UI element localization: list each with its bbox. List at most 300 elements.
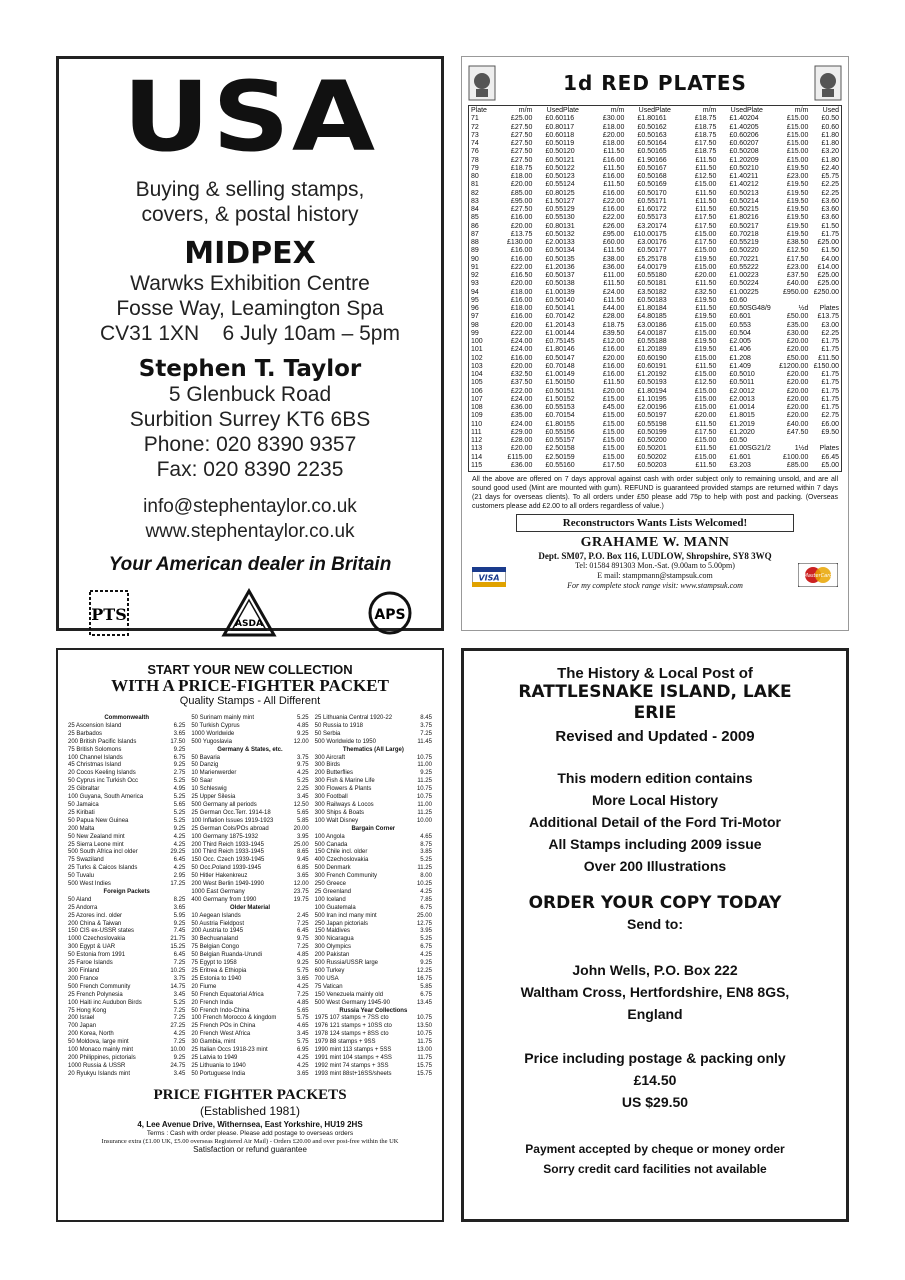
packet-list-item bbox=[191, 1031, 308, 1039]
packet-list-item bbox=[315, 739, 432, 747]
plates-cell: £0.50 bbox=[637, 148, 656, 156]
packet-item-price: 11.00 bbox=[417, 762, 432, 769]
packet-item-price: 14.75 bbox=[170, 983, 186, 990]
plates-cell: 202 bbox=[655, 453, 667, 461]
plates-cell: £19.50 bbox=[786, 206, 809, 213]
plates-row bbox=[471, 388, 563, 396]
packet-item-price: 7.25 bbox=[173, 1007, 186, 1014]
plates-title: 1d RED PLATES bbox=[563, 71, 747, 95]
packet-list-item bbox=[191, 1023, 308, 1031]
packet-item-price: 6.85 bbox=[296, 865, 309, 872]
plates-row bbox=[747, 289, 839, 297]
plates-cell: £15.00 bbox=[786, 156, 809, 164]
payment-note-1: Payment accepted by cheque or money order bbox=[525, 1142, 785, 1156]
packet-item-price: 23.75 bbox=[293, 888, 309, 895]
plates-row bbox=[471, 157, 563, 165]
packet-list-item bbox=[191, 976, 308, 984]
plates-row bbox=[747, 280, 839, 288]
plates-cell: 143 bbox=[563, 321, 575, 329]
plates-cell: £0.50 bbox=[729, 280, 748, 288]
plates-cell: £11.50 bbox=[695, 156, 717, 164]
plates-cell: 194 bbox=[655, 387, 667, 395]
plates-row bbox=[747, 396, 839, 404]
payment-note-2: Sorry credit card facilities not available bbox=[543, 1162, 767, 1176]
packet-item-price: 2.95 bbox=[173, 873, 186, 880]
plates-cell: £5.25 bbox=[637, 255, 656, 263]
plates-cell: £11.50 bbox=[603, 164, 625, 172]
plates-cell: £18.75 bbox=[694, 148, 717, 156]
packet-list-item bbox=[315, 786, 432, 794]
plates-cell: 9 bbox=[747, 362, 751, 370]
plates-cell: £23.00 bbox=[786, 173, 809, 180]
packet-item-label: 100 Iceland bbox=[314, 896, 346, 903]
plates-cell: £4.00 bbox=[821, 255, 840, 263]
packet-item-price: 4.85 bbox=[296, 722, 309, 729]
plates-cell: 81 bbox=[471, 181, 479, 189]
packet-item-label: 1000 Czechoslovakia bbox=[68, 936, 126, 943]
mann-email[interactable]: E mail: stampmann@stampsuk.com bbox=[597, 571, 713, 580]
packet-list-item bbox=[68, 1023, 185, 1031]
plates-row bbox=[563, 256, 655, 264]
packet-item-price: 11.75 bbox=[417, 1054, 432, 1061]
plates-price-table bbox=[468, 105, 842, 472]
plates-cell: £0.55 bbox=[637, 338, 656, 345]
packet-item-price: 15.75 bbox=[416, 1062, 432, 1069]
plates-cell: £0.50 bbox=[637, 453, 656, 461]
plates-cell: £37.50 bbox=[786, 272, 809, 279]
packet-item-price: 9.25 bbox=[173, 920, 186, 927]
plates-cell: £15.00 bbox=[602, 420, 625, 428]
packet-item-label: 30 Bechuanaland bbox=[191, 936, 239, 943]
packet-list-item bbox=[68, 723, 185, 731]
plates-row bbox=[747, 313, 839, 321]
plates-row bbox=[471, 247, 563, 255]
plates-cell: £2.00 bbox=[729, 387, 748, 395]
plates-row bbox=[655, 256, 747, 264]
plates-cell: £11.50 bbox=[603, 148, 625, 156]
plates-row bbox=[563, 214, 655, 222]
packet-list-item bbox=[68, 849, 185, 857]
book-feature-3: Additional Detail of the Ford Tri-Motor bbox=[529, 814, 781, 830]
packet-list-item bbox=[315, 715, 432, 723]
plates-column bbox=[655, 107, 747, 470]
plates-cell: £15.00 bbox=[786, 148, 809, 156]
plates-cell: 94 bbox=[471, 288, 479, 296]
packet-item-label: 25 Greenland bbox=[314, 888, 352, 895]
packet-item-price: 15.75 bbox=[416, 1070, 432, 1077]
plates-cell bbox=[778, 297, 809, 305]
plates-row bbox=[471, 280, 563, 288]
plates-cell: 198 bbox=[655, 420, 667, 428]
plates-cell: 136 bbox=[563, 263, 575, 271]
packet-item-price: 6.75 bbox=[173, 754, 186, 761]
plates-row bbox=[747, 181, 839, 189]
plates-cell: 20 bbox=[747, 428, 755, 436]
plates-cell: £0.50 bbox=[637, 140, 656, 147]
packet-list-item bbox=[68, 897, 185, 905]
packet-list-item bbox=[315, 976, 432, 984]
plates-cell: 223 bbox=[747, 272, 759, 279]
plates-cell: £1.20 bbox=[729, 354, 748, 362]
plates-cell: 172 bbox=[655, 206, 667, 213]
packet-item-price: 24.75 bbox=[170, 1062, 186, 1069]
plates-cell: £1.50 bbox=[821, 247, 840, 255]
plates-row bbox=[471, 190, 563, 198]
packet-item-label: 10 Aegean Islands bbox=[191, 912, 241, 919]
packet-item-label: 300 Ships & Boats bbox=[314, 809, 365, 816]
packet-item-price: 5.85 bbox=[420, 983, 432, 990]
plates-row bbox=[563, 223, 655, 231]
packet-section-heading: Commonwealth bbox=[104, 715, 149, 721]
plates-cell: 209 bbox=[747, 156, 759, 164]
packet-list-item bbox=[191, 834, 308, 842]
packet-item-price: 9.25 bbox=[173, 825, 186, 832]
plates-cell: 189 bbox=[655, 346, 667, 354]
plates-cell: £0.70 bbox=[545, 412, 564, 420]
plates-row bbox=[747, 272, 839, 280]
book-revised: Revised and Updated - 2009 bbox=[555, 728, 755, 745]
plates-cell: 19 bbox=[747, 420, 755, 428]
plates-cell: £0.50 bbox=[545, 272, 564, 279]
packet-item-label: 25 Estonia to 1940 bbox=[191, 975, 242, 982]
plates-cell: £15.00 bbox=[602, 395, 625, 403]
plates-cell: 196 bbox=[655, 404, 667, 411]
plates-cell: £0.50 bbox=[729, 305, 748, 312]
packet-list-item bbox=[68, 1008, 185, 1016]
plates-cell: £0.50 bbox=[637, 445, 656, 453]
plates-cell: 173 bbox=[655, 214, 667, 222]
plates-row bbox=[655, 330, 747, 338]
plates-row bbox=[563, 157, 655, 165]
packet-list-item bbox=[191, 881, 308, 889]
dealer-website[interactable]: www.stephentaylor.co.uk bbox=[145, 521, 355, 542]
packet-list-item bbox=[191, 913, 308, 921]
plates-cell: £3.20 bbox=[637, 222, 656, 230]
packet-list-item bbox=[191, 968, 308, 976]
packet-item-price: 11.25 bbox=[417, 809, 432, 816]
packet-list-item bbox=[191, 944, 308, 952]
usa-dealer-ad bbox=[56, 56, 444, 631]
plates-cell: 8 bbox=[747, 354, 751, 362]
plates-cell: £150.00 bbox=[813, 362, 840, 370]
packet-address: 4, Lee Avenue Drive, Withernsea, East Yorkshire, HU19 2HS bbox=[137, 1119, 363, 1129]
plates-cell: 113 bbox=[471, 445, 483, 453]
plates-cell: £11.50 bbox=[603, 296, 625, 304]
plates-cell: £36.00 bbox=[510, 404, 533, 411]
plates-cell: 169 bbox=[655, 181, 667, 189]
plates-cell: £24.00 bbox=[510, 420, 533, 428]
book-feature-2: More Local History bbox=[591, 792, 719, 808]
packet-item-price: 17.25 bbox=[170, 881, 186, 888]
plates-row bbox=[655, 437, 747, 445]
plates-cell: 200 bbox=[655, 437, 667, 444]
plates-cell: £22.00 bbox=[510, 387, 533, 395]
plates-cell: £18.00 bbox=[510, 305, 533, 312]
packet-item-price: 5.75 bbox=[296, 968, 309, 974]
plates-cell: £11.50 bbox=[695, 164, 717, 172]
packet-item-price: 8.25 bbox=[173, 896, 186, 903]
plates-row bbox=[471, 206, 563, 214]
plates-cell: £15.00 bbox=[694, 230, 717, 238]
plates-row bbox=[471, 165, 563, 173]
packet-item-price: 5.25 bbox=[420, 936, 432, 943]
plates-cell: 168 bbox=[655, 173, 667, 180]
plates-cell: 145 bbox=[563, 338, 575, 345]
plates-row bbox=[563, 429, 655, 437]
plates-cell: £0.50 bbox=[637, 181, 656, 189]
plates-cell: 3 bbox=[747, 461, 751, 469]
packet-item-price: 9.25 bbox=[173, 1054, 186, 1061]
plates-cell: 120 bbox=[563, 148, 575, 156]
packet-item-price: 10.25 bbox=[416, 881, 432, 888]
plates-cell: £20.00 bbox=[510, 280, 533, 288]
plates-row bbox=[563, 338, 655, 346]
packet-list-item bbox=[68, 794, 185, 802]
packet-list-item bbox=[191, 1063, 308, 1071]
packet-list-item bbox=[315, 723, 432, 731]
packet-list-item bbox=[191, 818, 308, 826]
plates-row bbox=[747, 404, 839, 412]
plates-cell: 1 bbox=[747, 313, 751, 321]
plates-cell: £1.20 bbox=[545, 263, 564, 271]
packet-list-item bbox=[68, 770, 185, 778]
plates-header-cell: m/m bbox=[794, 107, 809, 114]
plates-row bbox=[563, 115, 655, 123]
plates-cell: £1.00 bbox=[729, 445, 748, 453]
plates-cell: 98 bbox=[471, 321, 479, 329]
packet-item-price: 7.85 bbox=[420, 896, 432, 903]
plates-cell: £16.00 bbox=[510, 247, 533, 255]
plates-row bbox=[471, 429, 563, 437]
plates-cell: £20.00 bbox=[510, 321, 533, 329]
plates-cell: £0.70 bbox=[729, 255, 748, 263]
packet-item-label: 25 Upper Silesia bbox=[191, 794, 236, 801]
plates-cell: 141 bbox=[563, 305, 575, 312]
plates-cell: £0.50 bbox=[545, 255, 564, 263]
plates-cell: £19.50 bbox=[786, 222, 809, 230]
plates-cell: £20.00 bbox=[694, 272, 717, 279]
plates-row bbox=[563, 148, 655, 156]
packet-list-item bbox=[68, 865, 185, 873]
packet-item-price: 5.25 bbox=[296, 715, 309, 721]
plates-cell: £11.50 bbox=[695, 445, 717, 453]
plates-row bbox=[747, 124, 839, 132]
packet-item-price: 9.75 bbox=[296, 762, 309, 769]
plates-cell: £0.70 bbox=[545, 313, 564, 321]
plates-cell: £24.00 bbox=[510, 346, 533, 354]
packet-list-item bbox=[191, 897, 308, 905]
plates-cell: 87 bbox=[471, 230, 479, 238]
plates-row bbox=[655, 462, 747, 470]
packet-item-price: 2.75 bbox=[173, 770, 186, 777]
plates-cell: 129 bbox=[563, 206, 575, 213]
dealer-fax: Fax: 020 8390 2235 bbox=[156, 458, 344, 481]
dealer-email[interactable]: info@stephentaylor.co.uk bbox=[143, 496, 357, 517]
packet-item-price: 4.25 bbox=[296, 770, 309, 777]
plates-cell bbox=[747, 437, 778, 445]
plates-row bbox=[563, 173, 655, 181]
packet-item-price: 5.25 bbox=[296, 778, 309, 785]
plates-cell: £1.20 bbox=[637, 346, 656, 354]
plates-cell bbox=[747, 297, 778, 305]
plates-cell: £16.50 bbox=[510, 272, 533, 279]
plates-row bbox=[655, 404, 747, 412]
packet-item-label: 25 Turks & Caicos Islands bbox=[68, 865, 138, 872]
plates-row bbox=[563, 363, 655, 371]
plates-row bbox=[655, 305, 747, 313]
plates-cell: £0.55 bbox=[545, 428, 564, 436]
plates-cell: 208 bbox=[747, 148, 759, 156]
plates-row bbox=[471, 124, 563, 132]
plates-cell: 3 bbox=[747, 321, 751, 329]
packet-item-price: 9.25 bbox=[173, 762, 186, 769]
plates-cell: £11.50 bbox=[695, 197, 717, 205]
plates-cell: £18.75 bbox=[602, 321, 625, 329]
plates-cell: £1.75 bbox=[821, 371, 840, 378]
plates-cell: £6.00 bbox=[821, 420, 840, 428]
packet-item-label: 75 Hong Kong bbox=[68, 1007, 107, 1014]
plates-cell: £15.00 bbox=[694, 181, 717, 189]
plates-cell: 13 bbox=[747, 395, 755, 403]
packet-item-label: 500 Canada bbox=[314, 841, 348, 848]
plates-row bbox=[563, 388, 655, 396]
packet-list-item bbox=[68, 810, 185, 818]
plates-cell: 84 bbox=[471, 206, 479, 213]
packet-item-price: 12.00 bbox=[293, 738, 309, 745]
packet-list-item bbox=[315, 881, 432, 889]
packet-item-price: 9.25 bbox=[420, 770, 432, 777]
packet-list-item bbox=[315, 936, 432, 944]
plates-row bbox=[471, 454, 563, 462]
plates-cell: 80 bbox=[471, 173, 479, 180]
plates-row bbox=[563, 140, 655, 148]
packet-item-label: 25 Latvia to 1949 bbox=[191, 1054, 238, 1061]
packet-list-item bbox=[191, 857, 308, 865]
plates-header-cell: Plate bbox=[471, 107, 487, 114]
packet-item-price: 6.75 bbox=[420, 904, 432, 911]
packet-item-label: 25 Lithuania Central 1920-22 bbox=[314, 715, 393, 721]
plates-cell: 4 bbox=[747, 329, 751, 337]
plates-row bbox=[471, 371, 563, 379]
plates-cell: £1.40 bbox=[729, 181, 748, 189]
plates-cell: £12.50 bbox=[786, 247, 809, 255]
plates-cell: 92 bbox=[471, 272, 479, 279]
plates-cell: 111 bbox=[471, 428, 482, 436]
packet-item-label: 100 French Morocco & kingdom bbox=[191, 1015, 277, 1022]
dealer-name: Stephen T. Taylor bbox=[138, 356, 362, 382]
plates-cell: £19.50 bbox=[786, 214, 809, 222]
plates-cell: £11.50 bbox=[818, 354, 840, 362]
packet-list-item bbox=[315, 731, 432, 739]
plates-cell: 166 bbox=[655, 156, 667, 164]
packet-item-price: 7.45 bbox=[173, 928, 186, 935]
packet-list-item bbox=[68, 857, 185, 865]
packet-list-item bbox=[191, 1000, 308, 1008]
packet-item-label: 20 Cocos Keeling Islands bbox=[68, 770, 136, 777]
plates-cell: 188 bbox=[655, 338, 667, 345]
plates-cell: 118 bbox=[563, 131, 575, 139]
book-title-1: RATTLESNAKE ISLAND, LAKE bbox=[518, 682, 792, 702]
plates-cell: £16.00 bbox=[510, 214, 533, 222]
plates-cell: £22.00 bbox=[510, 263, 533, 271]
plates-cell: £0.50 bbox=[545, 305, 564, 312]
packet-item-label: 1976 121 stamps + 10SS cto bbox=[314, 1023, 392, 1030]
plates-header-cell: Used bbox=[546, 107, 564, 114]
plates-cell: £5.75 bbox=[821, 173, 840, 180]
packet-item-price: 4.85 bbox=[296, 952, 309, 959]
plates-cell: 110 bbox=[471, 420, 483, 428]
plates-cell: £9.50 bbox=[821, 428, 840, 436]
packet-item-label: 50 Aland bbox=[68, 896, 92, 903]
plates-row bbox=[471, 322, 563, 330]
plates-cell: £20.00 bbox=[694, 412, 717, 420]
plates-cell: £0.55 bbox=[545, 437, 564, 444]
packet-item-label: 100 Inflation Issues 1919-1923 bbox=[191, 817, 274, 824]
plates-row bbox=[655, 297, 747, 305]
plates-row bbox=[471, 445, 563, 453]
plates-cell: £17.50 bbox=[602, 461, 625, 469]
packet-list-item bbox=[191, 960, 308, 968]
plates-cell: £36.00 bbox=[510, 461, 533, 469]
book-feature-5: Over 200 Illustrations bbox=[583, 858, 727, 874]
plates-cell: £16.00 bbox=[602, 173, 625, 180]
packet-item-price: 11.25 bbox=[417, 778, 432, 785]
midpex-title: MIDPEX bbox=[184, 236, 316, 271]
plates-row bbox=[563, 190, 655, 198]
plates-cell: £95.00 bbox=[510, 197, 533, 205]
packet-list-item bbox=[315, 818, 432, 826]
plates-row bbox=[747, 388, 839, 396]
plates-cell: £17.50 bbox=[694, 140, 717, 147]
plates-cell: £0.50 bbox=[545, 140, 564, 147]
plates-cell: £0.80 bbox=[545, 123, 564, 131]
packet-item-price: 3.45 bbox=[296, 1031, 309, 1038]
plates-cell: £2.25 bbox=[821, 189, 840, 197]
plates-cell: Plates bbox=[819, 445, 840, 453]
plates-cell: £30.00 bbox=[786, 329, 809, 337]
plates-header-cell: Plate bbox=[747, 107, 763, 114]
plates-cell: £1.75 bbox=[821, 387, 840, 395]
plates-cell: 210 bbox=[747, 164, 759, 172]
plates-row bbox=[471, 297, 563, 305]
mann-website[interactable]: For my complete stock range visit: www.stampsuk.com bbox=[567, 581, 743, 590]
packet-list-item bbox=[68, 755, 185, 763]
plates-cell: £16.00 bbox=[602, 156, 625, 164]
plates-cell: 192 bbox=[655, 371, 667, 378]
packet-item-label: 300 Birds bbox=[314, 762, 341, 769]
plates-cell: £15.00 bbox=[694, 387, 717, 395]
packet-item-label: 50 Serbia bbox=[314, 730, 341, 737]
packet-item-label: 500 West Germany 1945-90 bbox=[314, 999, 390, 1006]
packet-item-label: 400 Germany from 1990 bbox=[191, 896, 257, 903]
plates-cell: £0.50 bbox=[637, 189, 656, 197]
packet-item-label: 300 French Community bbox=[314, 873, 378, 880]
plates-cell: 137 bbox=[563, 272, 575, 279]
packet-item-label: 200 Israel bbox=[68, 1015, 95, 1022]
plates-row bbox=[747, 140, 839, 148]
plates-cell: £115.00 bbox=[507, 453, 533, 461]
packet-list-item bbox=[315, 992, 432, 1000]
packet-item-label: 700 USA bbox=[314, 975, 339, 982]
plates-cell: 93 bbox=[471, 280, 479, 288]
plates-cell: 167 bbox=[655, 164, 667, 172]
packet-title-3: Quality Stamps - All Different bbox=[179, 695, 321, 707]
packet-list-item bbox=[68, 826, 185, 834]
packet-list-item bbox=[68, 873, 185, 881]
packet-item-label: 300 Fish & Marine Life bbox=[314, 778, 375, 785]
plates-cell: £16.00 bbox=[510, 296, 533, 304]
plates-cell: £1.40 bbox=[729, 173, 748, 180]
